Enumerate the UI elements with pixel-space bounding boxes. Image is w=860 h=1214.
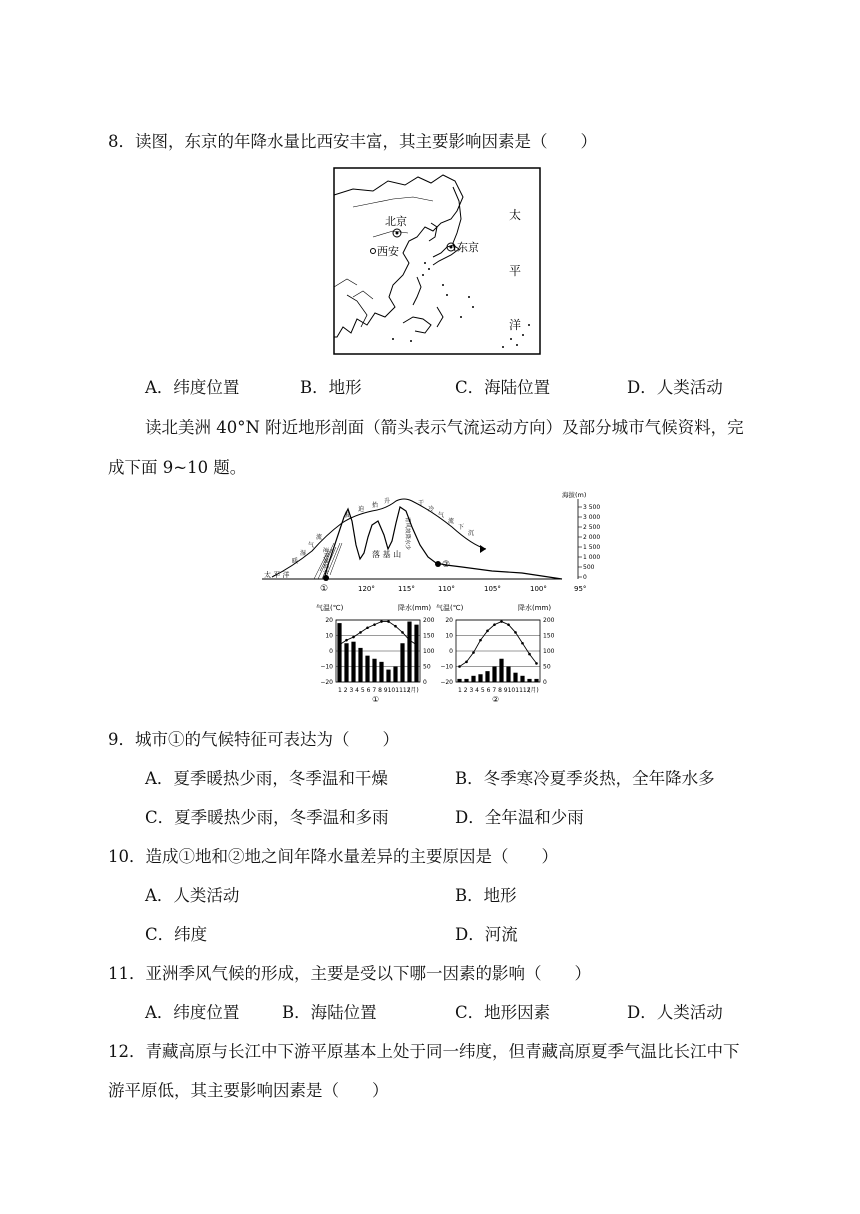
temperature-point: [528, 653, 531, 656]
precip-tick-label: 0: [423, 679, 427, 686]
temperature-point: [408, 639, 411, 642]
tokyo-label: 东京: [457, 241, 479, 254]
altitude-tick: 3 500: [583, 504, 601, 511]
intro-line-1: 读北美洲 40°N 附近地形剖面（箭头表示气流运动方向）及部分城市气候资料，完: [145, 418, 744, 437]
ocean-label-2: 平: [509, 264, 522, 278]
temperature-line: [340, 622, 417, 645]
flow-label: 干: [418, 500, 425, 507]
precip-axis-label: 降水(mm): [398, 604, 432, 612]
precip-bar: [471, 676, 475, 682]
q11-option-d[interactable]: D．人类活动: [627, 1003, 723, 1022]
flow-label: 迫: [358, 506, 365, 513]
temperature-point: [366, 626, 369, 629]
temperature-point: [521, 642, 524, 645]
q11-stem: 11．亚洲季风气候的形成，主要是受以下哪一因素的影响（ ）: [108, 964, 591, 983]
precip-tick-label: 200: [543, 617, 555, 624]
flow-label: 气: [438, 512, 445, 519]
altitude-tick: 2 000: [583, 534, 601, 541]
east-asia-map: [333, 167, 541, 359]
temperature-point: [338, 644, 341, 647]
q10-option-b[interactable]: B．地形: [455, 886, 517, 905]
terrain-profile: [262, 487, 602, 601]
q10-option-c[interactable]: C．纬度: [145, 925, 208, 944]
precip-bar: [393, 667, 397, 683]
precip-tick-label: 150: [543, 632, 555, 640]
lon-tick: 110°: [438, 585, 455, 593]
precip-tick-label: 50: [423, 663, 431, 671]
precip-tick-label: 0: [543, 679, 547, 686]
temperature-point: [472, 651, 475, 654]
precip-axis-label: 降水(mm): [518, 604, 552, 612]
altitude-tick: 3 000: [583, 514, 601, 521]
precip-bar: [499, 659, 503, 682]
site-2-label: ②: [442, 560, 451, 570]
temperature-line: [460, 622, 537, 667]
precip-bar: [379, 662, 383, 682]
temp-axis-label: 气温(℃): [316, 604, 344, 612]
beijing-label: 北京: [385, 215, 407, 228]
lon-tick: 105°: [484, 585, 501, 593]
flow-label: 流: [316, 534, 323, 541]
precip-bar: [492, 667, 496, 683]
climate-charts: [316, 600, 566, 708]
flow-label: 抬: [372, 502, 379, 509]
q11-option-c[interactable]: C．地形因素: [455, 1003, 551, 1022]
q9-option-a[interactable]: A．夏季暖热少雨，冬季温和干燥: [145, 769, 388, 788]
flow-label: 沉: [468, 530, 475, 537]
q11-option-b[interactable]: B．海陆位置: [282, 1003, 377, 1022]
temp-tick-label: 10: [445, 632, 453, 640]
chart-1-label: ①: [372, 695, 380, 704]
intro-line-2: 成下面 9~10 题。: [108, 458, 247, 477]
precip-bar: [485, 671, 489, 682]
precip-bar: [506, 667, 510, 683]
q9-option-b[interactable]: B．冬季寒冷夏季炎热，全年降水多: [455, 769, 715, 788]
flow-label: 暖: [292, 558, 299, 565]
temperature-point: [507, 623, 510, 626]
climate-chart-1: [316, 603, 435, 704]
site-1-label: ①: [320, 584, 329, 594]
q12-line-1: 12．青藏高原与长江中下游平原基本上处于同一纬度，但青藏高原夏季气温比长江中下: [108, 1042, 740, 1061]
temperature-point: [387, 620, 390, 623]
month-unit-label: (月): [528, 687, 539, 694]
temperature-point: [493, 623, 496, 626]
altitude-label: 海拔(m): [562, 491, 587, 499]
temp-tick-label: 20: [445, 617, 453, 624]
temperature-point: [394, 625, 397, 628]
temp-tick-label: 0: [449, 648, 453, 655]
precip-bar: [520, 676, 524, 682]
altitude-tick: 1 500: [583, 544, 601, 551]
precip-tick-label: 150: [423, 632, 435, 640]
leeward-label: 背风坡降水少: [404, 517, 410, 551]
q9-option-c[interactable]: C．夏季暖热少雨，冬季温和多雨: [145, 808, 389, 827]
precip-bar: [527, 679, 531, 682]
q8-option-b[interactable]: B．地形: [300, 378, 362, 397]
lon-tick: 95°: [574, 585, 587, 593]
precip-bar: [400, 643, 404, 682]
q10-option-a[interactable]: A．人类活动: [145, 886, 240, 905]
climate-chart-2: [436, 603, 555, 704]
flow-label: 气: [308, 542, 315, 549]
precip-bar: [534, 679, 538, 682]
lon-tick: 115°: [398, 585, 415, 593]
q9-stem: 9．城市①的气候特征可表达为（ ）: [108, 730, 399, 749]
precip-bar: [337, 623, 341, 682]
flow-label: 流: [448, 518, 455, 525]
temp-axis-label: 气温(℃): [436, 604, 464, 612]
rocky-label: 落 基 山: [372, 550, 402, 559]
flow-label: 冷: [428, 506, 435, 513]
precip-bar: [358, 648, 362, 682]
temperature-point: [535, 662, 538, 665]
precip-bar: [513, 673, 517, 682]
altitude-tick: 0: [583, 574, 587, 581]
temperature-point: [373, 623, 376, 626]
precip-bar: [457, 679, 461, 682]
precip-tick-label: 50: [543, 663, 551, 671]
q8-option-d[interactable]: D．人类活动: [627, 378, 723, 397]
ocean-label: 太 平 洋: [264, 571, 290, 579]
q8-stem: 8．读图，东京的年降水量比西安丰富，其主要影响因素是（ ）: [108, 132, 597, 151]
temp-tick-label: −20: [440, 679, 453, 686]
precip-bar: [464, 679, 468, 682]
windward-label: 迎风坡降水多: [322, 547, 328, 581]
precip-tick-label: 200: [423, 617, 435, 624]
precip-tick-label: 100: [543, 648, 555, 655]
altitude-tick: 500: [583, 564, 595, 571]
precip-bar: [478, 674, 482, 682]
precip-bar: [414, 625, 418, 682]
temperature-point: [514, 631, 517, 634]
temperature-point: [352, 636, 355, 639]
temperature-point: [479, 639, 482, 642]
temperature-point: [345, 639, 348, 642]
q10-option-d[interactable]: D．河流: [455, 925, 518, 944]
altitude-tick: 1 000: [583, 554, 601, 561]
temp-tick-label: 0: [329, 648, 333, 655]
temperature-point: [500, 620, 503, 623]
precip-bar: [386, 670, 390, 682]
temperature-point: [380, 620, 383, 623]
q11-option-a[interactable]: A．纬度位置: [145, 1003, 240, 1022]
temperature-point: [401, 631, 404, 634]
q12-line-2: 游平原低，其主要影响因素是（ ）: [108, 1081, 389, 1100]
precip-bar: [372, 659, 376, 682]
temp-tick-label: −10: [320, 663, 333, 671]
temperature-point: [415, 644, 418, 647]
month-unit-label: (月): [408, 687, 419, 694]
q8-option-c[interactable]: C．海陆位置: [455, 378, 551, 397]
q10-stem: 10．造成①地和②地之间年降水量差异的主要原因是（ ）: [108, 847, 558, 866]
temp-tick-label: −20: [320, 679, 333, 686]
flow-label: 被: [344, 512, 351, 519]
precip-bar: [344, 643, 348, 682]
flow-label: 升: [384, 498, 391, 505]
precip-tick-label: 100: [423, 648, 435, 655]
q9-option-d[interactable]: D．全年温和少雨: [455, 808, 584, 827]
chart-2-label: ②: [492, 695, 500, 704]
altitude-tick: 2 500: [583, 524, 601, 531]
temperature-point: [359, 631, 362, 634]
temp-tick-label: 20: [325, 617, 333, 624]
q8-option-a[interactable]: A．纬度位置: [145, 378, 240, 397]
temperature-point: [458, 665, 461, 668]
xian-label: 西安: [377, 245, 399, 258]
lon-tick: 100°: [530, 585, 547, 593]
flow-label: 湿: [300, 550, 307, 557]
lon-tick: 120°: [358, 585, 375, 593]
month-axis-label: 1 2 3 4 5 6 7 8 9101112: [458, 687, 531, 694]
temperature-point: [486, 630, 489, 633]
ocean-label-3: 洋: [509, 318, 522, 332]
temp-tick-label: −10: [440, 663, 453, 671]
temperature-point: [465, 661, 468, 664]
temp-tick-label: 10: [325, 632, 333, 640]
precip-bar: [407, 622, 411, 682]
flow-label: 下: [458, 524, 465, 531]
precip-bar: [365, 656, 369, 682]
ocean-label-1: 太: [509, 208, 522, 222]
month-axis-label: 1 2 3 4 5 6 7 8 9101112: [338, 687, 411, 694]
precip-bar: [351, 642, 355, 682]
